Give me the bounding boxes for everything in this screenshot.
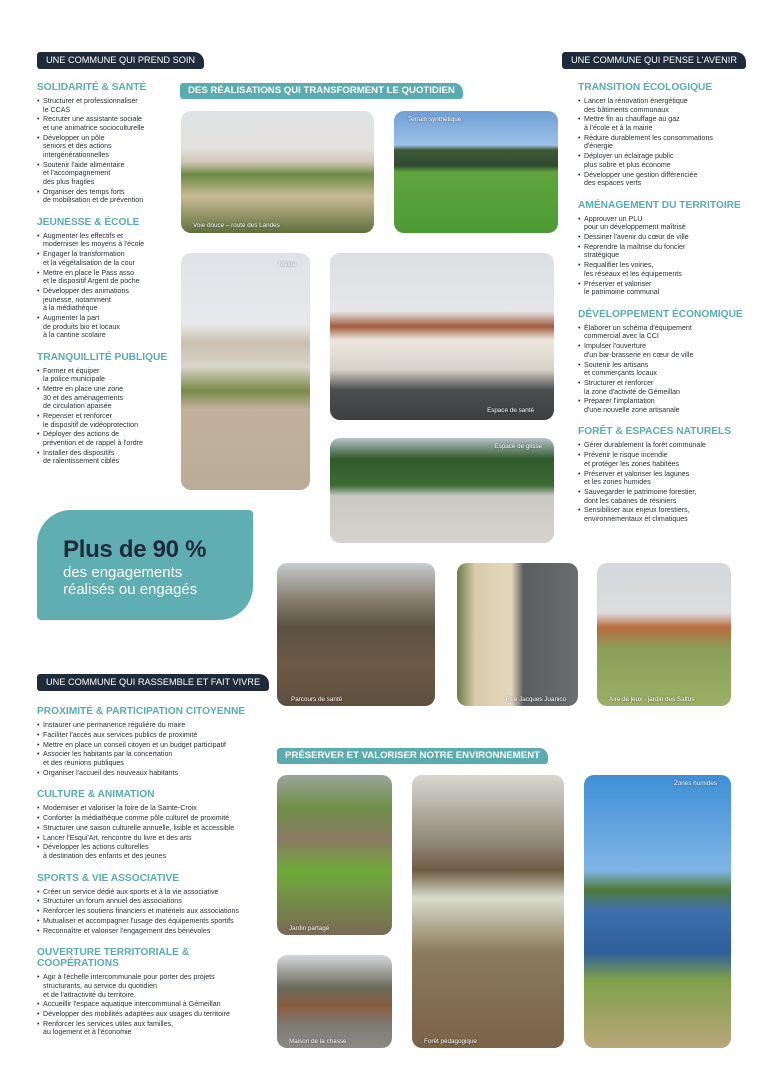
list-item: • Structurer et renforcer la zone d'activité de Gémeillan [578, 379, 743, 396]
list-item: • Dessiner l'avenir du cœur de ville [578, 233, 743, 242]
bullet-list [578, 97, 743, 188]
list-item: • Mutualiser et accompagner l'usage des équipements sportifs [37, 917, 272, 926]
list-item: • Développer une gestion différenciée des espaces verts [578, 171, 743, 188]
list-item: • Renforcer les soutiens financiers et matériels aux associations [37, 907, 272, 916]
list-item: • Structurer et professionnaliser le CCAS [37, 97, 182, 114]
list-item: • Approuver un PLU pour un développement maîtrisé [578, 215, 743, 232]
list-item: • Développer les actions culturelles à destination des enfants et des jeunes [37, 843, 272, 860]
photo-caption: Espace de glisse [494, 443, 542, 450]
photo-espace-glisse [330, 438, 554, 543]
list-item: • Préserver et valoriser les lagunes et les zones humides [578, 470, 743, 487]
list-item: • Déployer des actions de prévention et de rappel à l'ordre [37, 430, 182, 447]
list-item: • Soutenir l'aide alimentaire et l'accompagnement des plus fragiles [37, 161, 182, 187]
list-item: • Réduire durablement les consommations d'énergie [578, 134, 743, 151]
list-item: • Préserver et valoriser le patrimoine communal [578, 280, 743, 297]
bullet-list [37, 721, 272, 777]
list-item: • Former et équiper la police municipale [37, 367, 182, 384]
list-item: • Associer les habitants par la concertation et des réunions publiques [37, 750, 272, 767]
list-item: • Créer un service dédié aux sports et à la vie associative [37, 888, 272, 897]
photo-caption: Maison de la chasse [289, 1038, 347, 1045]
left-column [37, 82, 182, 478]
photo-caption: Forêt pédagogique [424, 1038, 477, 1045]
photo-caption: Voie douce – route des Landes [193, 222, 280, 229]
list-item: • Mettre en place une zone 30 et des aménagements de circulation apaisée [37, 385, 182, 411]
list-item: • Structurer une saison culturelle annuelle, lisible et accessible [37, 824, 272, 833]
realisations-header: DES RÉALISATIONS QUI TRANSFORMENT LE QUOTIDIEN [180, 83, 463, 99]
list-item: • Mettre en place le Pass asso et le dispositif Argent de poche [37, 269, 182, 286]
photo-jardin-partage [277, 775, 392, 935]
photo-parcours-sante [277, 563, 435, 706]
callout-line-2: réalisés ou engagés [63, 581, 198, 598]
photo-caption: Rue Jacques Juanico [505, 696, 566, 703]
photo-zones-humides [584, 775, 731, 1048]
list-item: • Déployer un éclairage public plus sobre et plus économe [578, 152, 743, 169]
photo-caption: Parcours de santé [291, 696, 343, 703]
list-item: • Augmenter les effectifs et moderniser les moyens à l'école [37, 232, 182, 249]
section-header-rassemble: UNE COMMUNE QUI RASSEMBLE ET FAIT VIVRE [37, 674, 269, 691]
bullet-list [578, 324, 743, 415]
bullet-list [37, 973, 272, 1037]
list-item: • Sauvegarder le patrimoine forestier, dont les cabanes de résiniers [578, 488, 743, 505]
list-item: • Renforcer les services utiles aux familles, au logement et à l'économie [37, 1020, 272, 1037]
section-title: AMÉNAGEMENT DU TERRITOIRE [578, 199, 741, 211]
list-item: • Instaurer une permanence régulière du maire [37, 721, 272, 730]
section-title: PROXIMITÉ & PARTICIPATION CITOYENNE [37, 706, 246, 717]
list-item: • Reprendre la maîtrise du foncier stratégique [578, 243, 743, 260]
section-title: SPORTS & VIE ASSOCIATIVE [37, 872, 180, 884]
section-header-pense-avenir: UNE COMMUNE QUI PENSE L'AVENIR [562, 52, 746, 69]
list-item: • Sensibiliser aux enjeux forestiers, environnementaux et climatiques [578, 506, 743, 523]
photo-caption: Aire de jeux - jardin des Saltus [609, 696, 695, 703]
photo-terrain-synthetique [394, 111, 558, 233]
photo-rue-juanico [457, 563, 578, 706]
bullet-list [578, 215, 743, 297]
list-item: • Augmenter la part de produits bio et locaux à la cantine scolaire [37, 314, 182, 340]
photo-caption: Espace de santé [487, 407, 534, 414]
list-item: • Lancer la rénovation énergétique des bâtiments communaux [578, 97, 743, 114]
bullet-list [37, 232, 182, 340]
section-title: TRANSITION ÉCOLOGIQUE [578, 82, 713, 93]
list-item: • Lancer l'Esqui'Art, rencontre du livre et des arts [37, 834, 272, 843]
list-item: • Préparer l'implantation d'une nouvelle zone artisanale [578, 397, 743, 414]
photo-voie-douce [181, 111, 374, 233]
list-item: • Installer des dispositifs de ralentissement ciblés [37, 449, 182, 466]
list-item: • Organiser des temps forts de mobilisation et de prévention [37, 188, 182, 205]
bottom-column [37, 706, 272, 1049]
list-item: • Structurer un forum annuel des associations [37, 897, 272, 906]
list-item: • Développer des animations jeunesse, notamment à la médiathèque [37, 287, 182, 313]
photo-caption: Terrain synthétique [408, 116, 462, 123]
section-title: CULTURE & ANIMATION [37, 789, 155, 801]
list-item: • Gérer durablement la forêt communale [578, 441, 743, 450]
list-item: • Accueillir l'espace aquatique intercommunal à Gémeillan [37, 1000, 272, 1009]
list-item: • Prévenir le risque incendie et protéger les zones habitées [578, 451, 743, 468]
section-title: TRANQUILLITÉ PUBLIQUE [37, 351, 168, 363]
list-item: • Conforter la médiathèque comme pôle culturel de proximité [37, 814, 272, 823]
bullet-list [37, 367, 182, 466]
right-column [578, 82, 743, 536]
list-item: • Soutenir les artisans et commerçants locaux [578, 361, 743, 378]
list-item: • Requalifier les voiries, les réseaux et les équipements [578, 261, 743, 278]
bullet-list [37, 97, 182, 205]
callout-headline: Plus de 90 % [63, 536, 207, 563]
environnement-header: PRÉSERVER ET VALORISER NOTRE ENVIRONNEMENT [277, 748, 548, 764]
callout-line-1: des engagements [63, 564, 183, 581]
list-item: • Engager la transformation et la végétalisation de la cour [37, 250, 182, 267]
bullet-list [37, 888, 272, 936]
photo-foret-pedagogique [412, 775, 564, 1048]
list-item: • Repenser et renforcer le dispositif de vidéoprotection [37, 412, 182, 429]
section-title: SOLIDARITÉ & SANTÉ [37, 82, 147, 93]
photo-caption: Zones humides [673, 780, 717, 787]
list-item: • Recruter une assistante sociale et une animatrice socioculturelle [37, 115, 182, 132]
engagements-callout [37, 510, 253, 620]
bullet-list [578, 441, 743, 523]
photo-espace-sante [330, 253, 554, 420]
photo-aire-jeux [597, 563, 731, 706]
list-item: • Faciliter l'accès aux services publics de proximité [37, 731, 272, 740]
list-item: • Développer des mobilités adaptées aux usages du territoire [37, 1010, 272, 1019]
list-item: • Mettre en place un conseil citoyen et un budget participatif [37, 741, 272, 750]
photo-mairie [181, 253, 310, 490]
list-item: • Élaborer un schéma d'équipement commercial avec la CCI [578, 324, 743, 341]
section-title: OUVERTURE TERRITORIALE & COOPÉRATIONS [37, 947, 190, 970]
photo-maison-chasse [277, 955, 392, 1048]
section-title: DÉVELOPPEMENT ÉCONOMIQUE [578, 308, 743, 320]
bullet-list [37, 804, 272, 860]
list-item: • Moderniser et valoriser la foire de la Sainte-Croix [37, 804, 272, 813]
section-title: JEUNESSE & ÉCOLE [37, 216, 140, 228]
list-item: • Impulser l'ouverture d'un bar-brasserie en cœur de ville [578, 342, 743, 359]
list-item: • Reconnaître et valoriser l'engagement des bénévoles [37, 927, 272, 936]
photo-caption: Jardin partagé [289, 925, 330, 932]
section-header-prend-soin: UNE COMMUNE QUI PREND SOIN [37, 52, 204, 69]
section-title: FORÊT & ESPACES NATURELS [578, 426, 732, 438]
list-item: • Organiser l'accueil des nouveaux habitants [37, 769, 272, 778]
list-item: • Développer un pôle seniors et des actions intergénérationnelles [37, 134, 182, 160]
list-item: • Agir à l'échelle intercommunale pour porter des projets structurants, au service du quotidien et de l'attractivité du territoire. [37, 973, 272, 999]
list-item: • Mettre fin au chauffage au gaz à l'école et à la mairie [578, 115, 743, 132]
photo-caption: Mairie [278, 261, 296, 268]
